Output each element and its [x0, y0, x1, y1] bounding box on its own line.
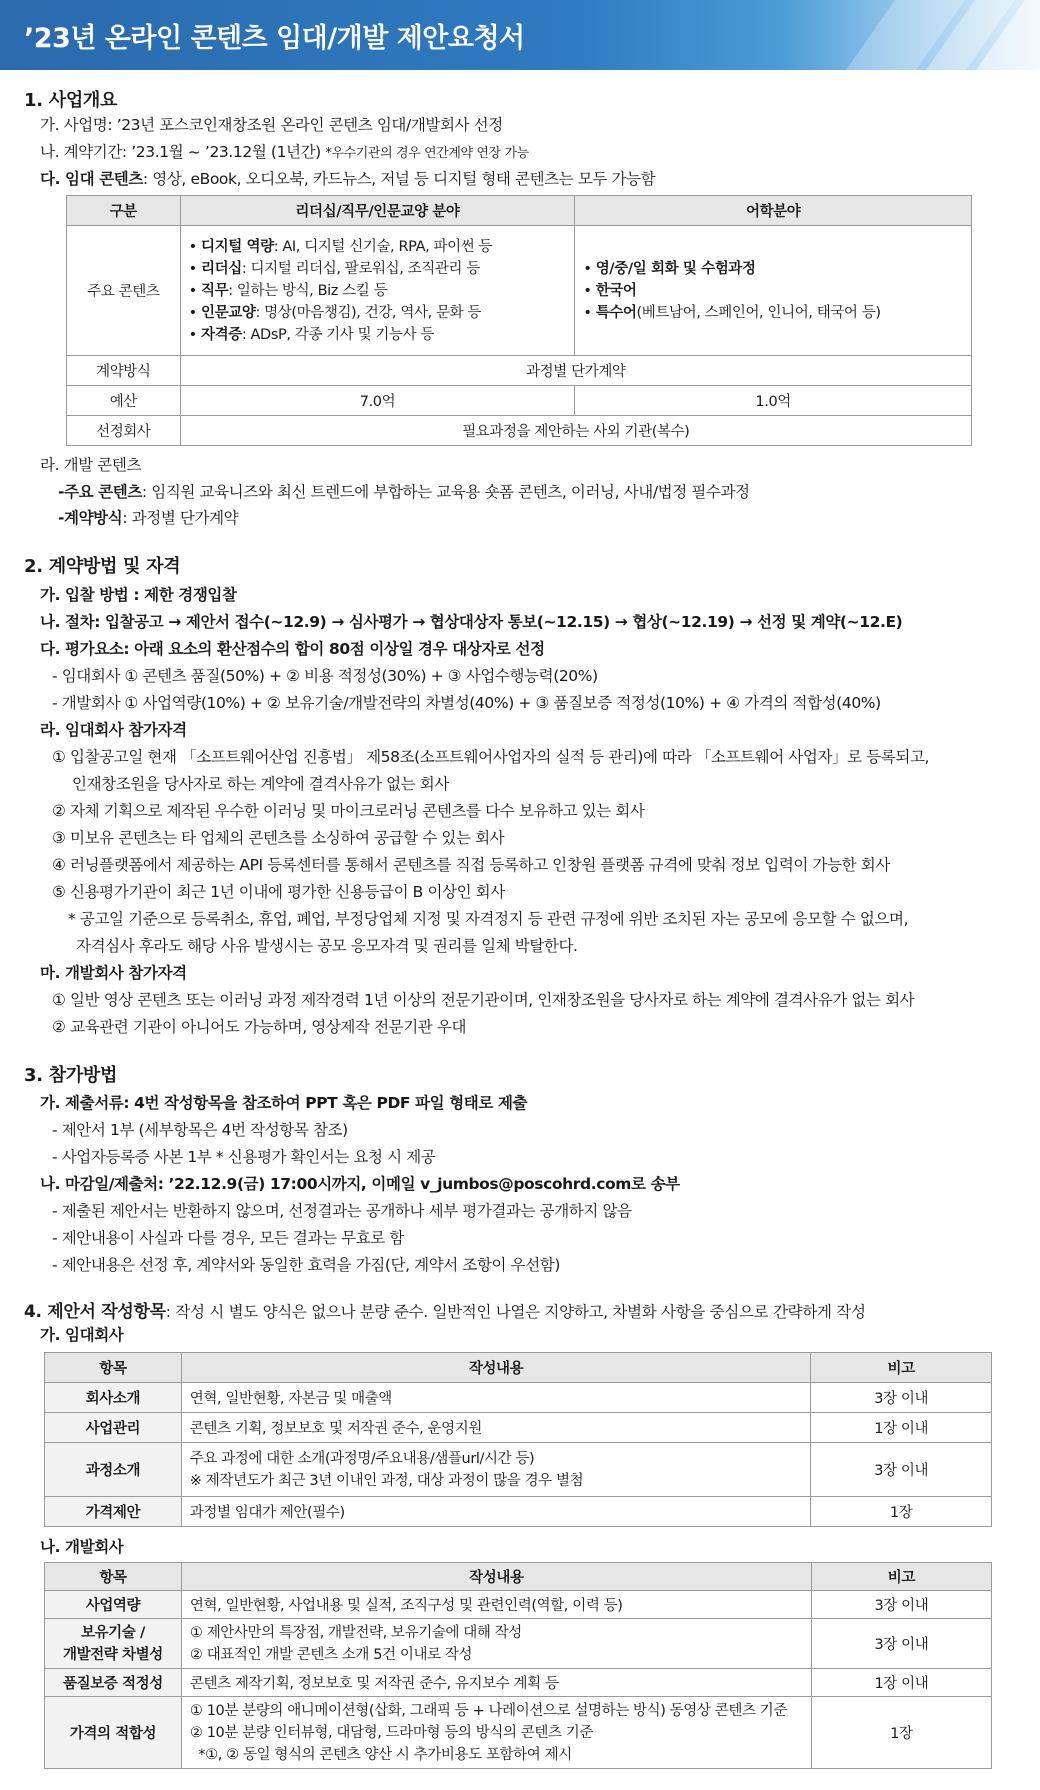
list-item: • 직무: 일하는 방식, Biz 스킬 등 — [188, 282, 388, 299]
row-note: 3장 이내 — [811, 1383, 992, 1413]
selection-value: 필요과정을 제안하는 사외 기관(복수) — [180, 416, 971, 446]
dev-company-table — [44, 1562, 992, 1769]
row-label: 예산 — [67, 386, 181, 416]
title-banner — [0, 0, 1040, 70]
table-header: 항목 — [45, 1563, 182, 1591]
s2-line: ③ 미보유 콘텐츠는 타 업체의 콘텐츠를 소싱하여 공급할 수 있는 회사 — [52, 829, 505, 847]
s3-line: - 제출된 제안서는 반환하지 않으며, 선정결과는 공개하나 세부 평가결과는 공개하지 않음 — [52, 1202, 632, 1220]
row-content: 콘텐츠 기획, 정보보호 및 저작권 준수, 운영지원 — [181, 1413, 811, 1443]
s3-line: - 제안서 1부 (세부항목은 4번 작성항목 참조) — [52, 1121, 348, 1139]
row-note: 1장 — [811, 1697, 991, 1769]
s1-na-main: 나. 계약기간: ’23.1월 ~ ’23.12월 (1년간) — [40, 143, 321, 161]
table-header: 비고 — [811, 1353, 992, 1383]
row-item: 사업관리 — [45, 1413, 182, 1443]
s2-line: 마. 개발회사 참가자격 — [40, 964, 187, 982]
s3-line: - 제안내용은 선정 후, 계약서와 동일한 효력을 가짐(단, 계약서 조항이 우선함) — [52, 1256, 561, 1274]
s1-da-label: 다. 임대 콘텐츠 — [40, 170, 143, 188]
table-header: 항목 — [45, 1353, 182, 1383]
table-row — [45, 1383, 992, 1413]
list-item: • 특수어(베트남어, 스페인어, 인니어, 태국어 등) — [583, 304, 881, 321]
row-content: 연혁, 일반현황, 사업내용 및 실적, 조직구성 및 관련인력(역할, 이력 등) — [181, 1591, 811, 1619]
table-header: 비고 — [811, 1563, 991, 1591]
s1-ra: 라. 개발 콘텐츠 — [40, 456, 142, 474]
section-2-heading: 2. 계약방법 및 자격 — [24, 556, 181, 577]
s2-line: ② 교육관련 기관이 아니어도 가능하며, 영상제작 전문기관 우대 — [52, 1018, 467, 1036]
row-label: 계약방식 — [67, 356, 181, 386]
section-4-heading: 4. 제안서 작성항목: 작성 시 별도 양식은 없으나 분량 준수. 일반적인 나열은 지양하고, 차별화 사항을 중심으로 간략하게 작성 — [24, 1302, 866, 1322]
row-content: 과정별 임대가 제안(필수) — [181, 1497, 811, 1527]
language-list — [575, 226, 972, 356]
row-label: 선정회사 — [67, 416, 181, 446]
list-item: • 영/중/일 회화 및 수험과정 — [583, 260, 756, 277]
budget-value: 1.0억 — [575, 386, 972, 416]
budget-value: 7.0억 — [180, 386, 575, 416]
row-item: 품질보증 적정성 — [45, 1669, 182, 1697]
s1-da-text: : 영상, eBook, 오디오북, 카드뉴스, 저널 등 디지털 형태 콘텐츠는 모두 가능함 — [142, 170, 656, 188]
s1-na — [40, 142, 529, 164]
row-item: 가격제안 — [45, 1497, 182, 1527]
row-content: 연혁, 일반현황, 자본금 및 매출액 — [181, 1383, 811, 1413]
table-header: 작성내용 — [181, 1563, 811, 1591]
list-item: • 인문교양: 명상(마음챙김), 건강, 역사, 문화 등 — [188, 304, 482, 321]
row-note: 1장 이내 — [811, 1669, 991, 1697]
table-row — [45, 1413, 992, 1443]
s3-line: - 제안내용이 사실과 다를 경우, 모든 결과는 무효로 함 — [52, 1229, 404, 1247]
row-note: 3장 이내 — [811, 1443, 992, 1497]
s4-na: 나. 개발회사 — [40, 1538, 124, 1556]
page-title: ’23년 온라인 콘텐츠 임대/개발 제안요청서 — [24, 23, 525, 54]
table-row — [45, 1591, 992, 1619]
s3-line: - 사업자등록증 사본 1부 * 신용평가 확인서는 요청 시 제공 — [52, 1148, 436, 1166]
contract-method-value: 과정별 단가계약 — [180, 356, 971, 386]
table-row — [45, 1497, 992, 1527]
s2-line: ④ 러닝플랫폼에서 제공하는 API 등록센터를 통해서 콘텐츠를 직접 등록하고 인창원 플랫폼 규격에 맞춰 정보 입력이 가능한 회사 — [52, 856, 890, 874]
table-header-row — [45, 1563, 992, 1591]
table-header: 어학분야 — [575, 196, 972, 226]
s2-line: 나. 절차: 입찰공고 → 제안서 접수(~12.9) → 심사평가 → 협상대상자 통보(~12.15) → 협상(~12.19) → 선정 및 계약(~12.E) — [40, 613, 903, 631]
leadership-list — [180, 226, 575, 356]
table-row — [67, 356, 972, 386]
table-row — [45, 1619, 992, 1669]
s3-line: 가. 제출서류: 4번 작성항목을 참조하여 PPT 혹은 PDF 파일 형태로 제출 — [40, 1094, 528, 1112]
s2-line: * 공고일 기준으로 등록취소, 휴업, 폐업, 부정당업체 지정 및 자격정지 등 관련 규정에 위반 조치된 자는 공모에 응모할 수 없으며, — [68, 910, 909, 928]
s2-line: ① 입찰공고일 현재 「소프트웨어산업 진흥법」 제58조(소프트웨어사업자의 실적 등 관리)에 따라 「소프트웨어 사업자」로 등록되고, — [52, 748, 930, 766]
row-note: 1장 이내 — [811, 1413, 992, 1443]
s1-na-note: *우수기관의 경우 연간계약 연장 가능 — [325, 146, 529, 161]
s1-ga: 가. 사업명: ’23년 포스코인재창조원 온라인 콘텐츠 임대/개발회사 선정 — [40, 116, 503, 134]
row-content: 주요 과정에 대한 소개(과정명/주요내용/샘플url/시간 등) ※ 제작년도가 최근 3년 이내인 과정, 대상 과정이 많을 경우 별첨 — [181, 1443, 811, 1497]
row-item: 가격의 적합성 — [45, 1697, 182, 1769]
s2-line: 다. 평가요소: 아래 요소의 환산점수의 합이 80점 이상일 경우 대상자로 선정 — [40, 640, 545, 658]
table-row — [45, 1443, 992, 1497]
row-label: 주요 콘텐츠 — [67, 226, 181, 356]
s1-ra2: -계약방식: 과정별 단가계약 — [58, 509, 239, 527]
row-note: 3장 이내 — [811, 1591, 991, 1619]
row-content: 콘텐츠 제작기획, 정보보호 및 저작권 준수, 유지보수 계획 등 — [181, 1669, 811, 1697]
table-header: 리더십/직무/인문교양 분야 — [180, 196, 575, 226]
s2-line: - 개발회사 ① 사업역량(10%) + ② 보유기술/개발전략의 차별성(40%) + ③ 품질보증 적정성(10%) + ④ 가격의 적합성(40%) — [52, 694, 881, 712]
row-item: 사업역량 — [45, 1591, 182, 1619]
row-content: ① 10분 분량의 애니메이션형(삽화, 그래픽 등 + 나레이션으로 설명하는 방식) 동영상 콘텐츠 기준 ② 10분 분량 인터뷰형, 대담형, 드라마형 등의 방식의 콘텐츠 기준 *①, ② 동일 형식의 콘텐츠 양산 시 추가비용도 포함하여 제시 — [181, 1697, 811, 1769]
row-note: 3장 이내 — [811, 1619, 991, 1669]
list-item: • 자격증: ADsP, 각종 기사 및 기능사 등 — [188, 326, 435, 343]
table-header: 작성내용 — [181, 1353, 811, 1383]
s2-line: 가. 입찰 방법 : 제한 경쟁입찰 — [40, 586, 237, 604]
list-item: • 리더십: 디지털 리더십, 팔로워십, 조직관리 등 — [188, 260, 480, 277]
s2-line: 라. 임대회사 참가자격 — [40, 721, 187, 739]
table-header-row — [45, 1353, 992, 1383]
row-item: 회사소개 — [45, 1383, 182, 1413]
list-item: • 디지털 역량: AI, 디지털 신기술, RPA, 파이썬 등 — [188, 238, 493, 255]
list-item: • 한국어 — [583, 282, 637, 299]
section-3-heading: 3. 참가방법 — [24, 1065, 118, 1086]
s3-line: 나. 마감일/제출처: ’22.12.9(금) 17:00시까지, 이메일 v_jumbos@poscohrd.com로 송부 — [40, 1175, 680, 1193]
s2-line: ⑤ 신용평가기관이 최근 1년 이내에 평가한 신용등급이 B 이상인 회사 — [52, 883, 505, 901]
table-header-row — [67, 196, 972, 226]
s4-ga: 가. 임대회사 — [40, 1326, 124, 1344]
table-row — [67, 226, 972, 356]
s2-line: ① 일반 영상 콘텐츠 또는 이러닝 과정 제작경력 1년 이상의 전문기관이며, 인재창조원을 당사자로 하는 계약에 결격사유가 없는 회사 — [52, 991, 915, 1009]
s1-ra1: -주요 콘텐츠: 임직원 교육니즈와 최신 트렌드에 부합하는 교육용 숏폼 콘텐츠, 이러닝, 사내/법정 필수과정 — [58, 483, 750, 501]
s1-da — [40, 169, 655, 189]
table-header: 구분 — [67, 196, 181, 226]
s2-line: 자격심사 후라도 해당 사유 발생시는 공모 응모자격 및 권리를 일체 박탈한다. — [76, 937, 578, 955]
rental-contents-table — [66, 195, 972, 446]
row-note: 1장 — [811, 1497, 992, 1527]
rental-company-table — [44, 1352, 992, 1527]
s2-line: - 임대회사 ① 콘텐츠 품질(50%) + ② 비용 적정성(30%) + ③ 사업수행능력(20%) — [52, 667, 598, 685]
row-content: ① 제안사만의 특장점, 개발전략, 보유기술에 대해 작성 ② 대표적인 개발 콘텐츠 소개 5건 이내로 작성 — [181, 1619, 811, 1669]
table-row — [45, 1697, 992, 1769]
table-row — [45, 1669, 992, 1697]
row-item: 과정소개 — [45, 1443, 182, 1497]
table-row — [67, 386, 972, 416]
table-row — [67, 416, 972, 446]
section-1-heading: 1. 사업개요 — [24, 90, 118, 111]
s2-line: ② 자체 기획으로 제작된 우수한 이러닝 및 마이크로러닝 콘텐츠를 다수 보유하고 있는 회사 — [52, 802, 645, 820]
row-item: 보유기술 / 개발전략 차별성 — [45, 1619, 182, 1669]
s2-line: 인재창조원을 당사자로 하는 계약에 결격사유가 없는 회사 — [72, 775, 449, 793]
